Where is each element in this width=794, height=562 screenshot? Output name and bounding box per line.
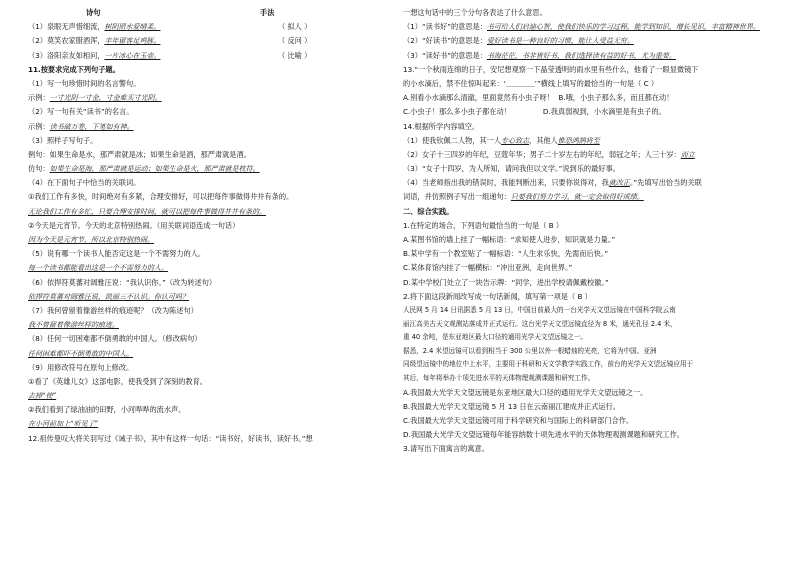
- question-text: （3）“读好书”的意思是：: [403, 50, 487, 60]
- table-row: [28, 20, 390, 34]
- question-text: （4）当老师指出我的错误时，我能判断出来，只要你说得对，我: [403, 178, 609, 188]
- question-text: （3）照样子写句子。: [28, 135, 98, 145]
- answer-text: 无论我们工作有多忙，只要合理安排时间，就可以把每件事做得井井有条的。: [28, 207, 266, 216]
- option-text: A.别看小水滴那么清澈，里面竟然有小虫子呀！ B.哦，小虫子那么多，而且都在动！: [403, 93, 674, 103]
- question-text: 2.将下面这段新闻改写成一句话新闻，填写第一项是（ B ）: [403, 291, 592, 301]
- poem-line: （3）洛阳亲友如相问，: [28, 50, 105, 60]
- question-text: （1）写一句珍惜时间的名言警句。: [28, 78, 141, 88]
- question-text: （6）依捍符莫蕃对阔雅汪说：“我认识你。”（改为转述句）: [28, 277, 217, 287]
- answer-text: 惟恐鸿鹄将至: [557, 136, 600, 145]
- answer-text: 书海茫茫，书非皆好书，我们选择读有益的好书，尤为重要。: [486, 51, 676, 60]
- method-answer: （ 反问 ）: [278, 36, 312, 46]
- poem-line: （1）泉眼无声惜细流，: [28, 22, 105, 32]
- example-label: 示例：: [28, 93, 50, 103]
- question-text: ①我们工作有多快，时间绝对有多紧，合理安排好，可以把每件事做得井井有条的。: [28, 192, 294, 202]
- answer-text: 而立: [680, 150, 695, 159]
- example-label: 仿句：: [28, 164, 50, 174]
- option-text: B.我国最大光学天文望远镜 5 月 13 日在云南丽江建成并正式运行。: [403, 401, 620, 411]
- poem-line: （2）莫笑农家腊酒浑，: [28, 36, 105, 46]
- option-text: C.小虫子！那么多小虫子都在动！ D.我真弱视到，小水滴里是有虫子的。: [403, 107, 666, 117]
- question-12-text: 12.祖传曼叹大将关羽写过《诫子书》，其中有这样一句话：“读书好，好读书，读好书。”想: [28, 433, 313, 443]
- question-text: ②今天是元宵节。今天的北京特别热闹。（用关联词语连成一句话）: [28, 220, 240, 230]
- table-row: [28, 49, 390, 63]
- question-text: （2）女子十三四岁的年纪，豆蔻年华；男子二十岁左右的年纪，弱冠之年；人三十岁：: [403, 149, 681, 159]
- question-text: 。”先填写出恰当的关联: [629, 178, 702, 188]
- question-text: （2）写一句有关“读书”的名言。: [28, 107, 134, 117]
- answer-text: 一寸光阴一寸金，寸金难买寸光阴。: [49, 94, 162, 103]
- answer-text: 专心致志: [501, 136, 530, 145]
- passage-line: 重 40 余吨，是东亚地区最大口径的通用光学天文望远镜之一。: [403, 333, 588, 342]
- example-sentence: 如果生命是水，那严肃就是冰；如果生命是酒，那严肃就是酒。: [49, 149, 251, 159]
- question-text: （9）用修改符号在原句上修改。: [28, 362, 134, 372]
- question-text: 词语，并仿照例子写出一组递句：: [403, 192, 511, 202]
- question-text: 1.在特定的场合，下列语句最恰当的一句是（ B ）: [403, 220, 564, 230]
- poem-column-header: 诗句: [86, 8, 101, 17]
- right-column: [403, 6, 775, 456]
- question-text: （1）使我钦佩二人物，其一人: [403, 135, 502, 145]
- question-text: ②我们看到了绿油油的田野，小河哗哗的流水声。: [28, 405, 186, 415]
- question-14-heading: 14.根据所学内容填空。: [403, 121, 480, 131]
- answer-text: 只要我们努力学习，就一定会取得好成绩。: [510, 193, 644, 202]
- question-text: 3.请写出下面寓言的寓意。: [403, 444, 489, 454]
- option-text: C.某体育馆内挂了一幅横标：“冲出亚洲，走向世界。”: [403, 263, 573, 273]
- answer-text: 丰年留客足鸡豚。: [104, 37, 161, 46]
- question-text: （2）“好读书”的意思是：: [403, 36, 487, 46]
- answer-text: 如果生命是海，那严肃就是运动；如果生命是火，那严肃就是枕符。: [49, 165, 260, 174]
- option-text: D.某中学校门处立了一块告示牌：“同学，进出学校请佩戴校徽。”: [403, 277, 609, 287]
- answer-text: 去掉“使”: [28, 392, 57, 401]
- option-text: C.我国最大光学天文望远镜可用于科学研究和与国际上的科研部门合作。: [403, 415, 634, 425]
- left-column: [28, 6, 390, 446]
- answer-text: 任何困难都吓不倒勇敢的中国人。: [28, 349, 133, 358]
- question-text: ，其他人: [529, 135, 558, 145]
- table-header: [28, 6, 390, 20]
- question-text: （8）任何一切困难都不倒勇敢的中国人。（修改病句）: [28, 334, 202, 344]
- question-text: 一想这句话中的三个分句各表达了什么意思。: [403, 8, 547, 17]
- question-text: （1）“读书好”的意思是：: [403, 22, 487, 32]
- method-answer: （ 拟人 ）: [278, 22, 312, 32]
- question-text: 的小水滴后，禁不住惊叫起来：‘＿＿＿＿’”横线上填写的最恰当的一句是（ C ）: [403, 78, 659, 88]
- question-text: （5）说有哪一个读书人能否定这是一个不需努力的人。: [28, 249, 206, 259]
- answer-text: 依捍符莫蕃对阔雅汪说，凯丽三不认识。你认可吗？: [28, 292, 189, 301]
- answer-text: 在小河前加上“听见了”: [28, 420, 99, 429]
- answer-text: 每一个读书都能看出这是一个不需努力的人。: [28, 264, 168, 273]
- question-11-heading: 11.按要求完成下列句子题。: [28, 64, 120, 74]
- question-text: （7）我何曾留着像游丝样的痕迹呢？（改为陈述句）: [28, 305, 198, 315]
- answer-text: 因为今天是元宵节，所以北京特别热闹。: [28, 236, 154, 244]
- section-2-heading: 二、综合实践。: [403, 206, 454, 216]
- option-text: D.我国最大光学天文望远镜每年能容纳数十项先进水平的天体物理观测课题和研究工作。: [403, 430, 684, 440]
- answer-text: 我不曾留着像游丝样的痕迹。: [28, 321, 119, 330]
- question-text: （3）“女子十四岁，为人所知，请问我但以文学。”说到乐的最好事。: [403, 164, 620, 174]
- example-label: 示例：: [28, 121, 50, 131]
- method-answer: （ 比喻 ）: [278, 50, 312, 60]
- answer-text: 读书破万卷，下笔如有神。: [49, 122, 134, 131]
- answer-text: 就改正: [608, 179, 630, 188]
- passage-line: 据悉，2.4 米望远镜可以看到相当于 300 公里以外一根蜡烛的光亮，它将为中国、亚洲: [403, 346, 657, 355]
- question-13-heading: 13.“一个秋雨连绵的日子，安尼想观察一下晶莹透明的雨水里有些什么，他看了一眼显微镜下: [403, 64, 699, 74]
- option-text: A.某图书馆的墙上挂了一幅标语：“求知使人进步，知识就是力量。”: [403, 235, 616, 244]
- option-text: B.某中学有一个教室贴了一幅标语：“人生求乐快，先需而后快。”: [403, 249, 609, 259]
- passage-line: 其后，每年将举办十项先进水平的天体物理观测课题和研究工作。: [403, 373, 595, 382]
- question-text: （4）在下面句子中恰当的关联词。: [28, 178, 141, 188]
- answer-text: 爱好读书是一种良好的习惯，能让人受益无穷。: [486, 37, 634, 46]
- method-column-header: 手法: [260, 8, 275, 17]
- passage-line: 人民网 5 月 14 日讯据悉 5 月 13 日，中国目前最大的一台光学天文望远镜在中国科学院云南: [403, 305, 676, 314]
- example-label: 例句：: [28, 149, 50, 159]
- answer-text: 一片冰心在玉壶。: [104, 51, 161, 60]
- passage-line: 丽江高美古天文观测站落成并正式运行。这台光学天文望远镜直径为 8 米，通光孔径 2.4 米，: [403, 319, 677, 328]
- answer-text: 书可给人们启迪心智，使我们快乐的学习过程，能学到知识，增长见识，丰富精神世界。: [486, 23, 760, 32]
- passage-line: 同级望远镜中的地位中上水平，主要用于科研和天文学教学实践工作，前台的光学天文望远镜应用于: [403, 360, 694, 369]
- answer-text: 树阴照水爱晴柔。: [104, 23, 161, 32]
- question-text: ①看了《英雄儿女》这部电影，使我受到了深刻的教育。: [28, 376, 207, 386]
- table-row: [28, 34, 390, 48]
- option-text: A.我国最大光学天文望远镜是东亚地区最大口径的通用光学天文望远镜之一。: [403, 387, 648, 397]
